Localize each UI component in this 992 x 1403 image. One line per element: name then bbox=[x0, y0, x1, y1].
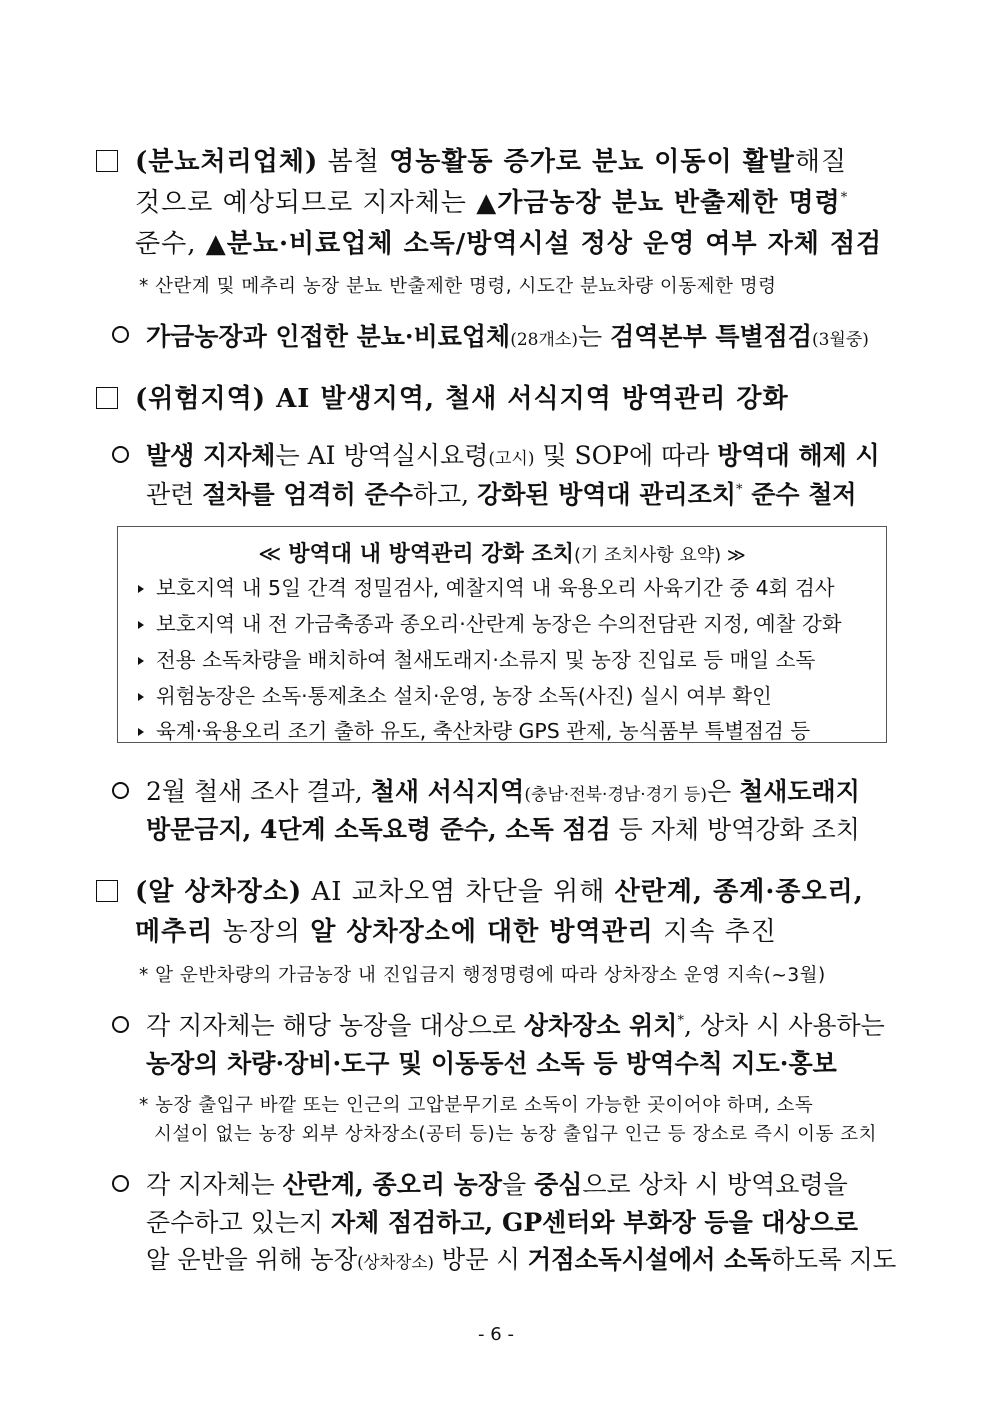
sec3-line2: 메추리 농장의 알 상차장소에 대한 방역관리 지속 추진 bbox=[135, 917, 777, 947]
summary-item: 전용 소독차량을 배치하여 철새도래지·소류지 및 농장 진입로 등 매일 소독 bbox=[138, 643, 815, 673]
sec1-bullet: 가금농장과 인접한 분뇨·비료업체(28개소)는 검역본부 특별점검(3월중) bbox=[146, 322, 869, 351]
page-number: - 6 - bbox=[478, 1324, 514, 1345]
summary-box bbox=[117, 526, 887, 743]
section-checkbox-icon bbox=[96, 880, 118, 902]
triangle-bullet-icon: ▲ bbox=[476, 188, 498, 218]
arrow-right-icon bbox=[138, 728, 144, 736]
summary-item: 위험농장은 소독·통제초소 설치·운영, 농장 소독(사진) 실시 여부 확인 bbox=[138, 679, 772, 709]
sec3-bullet1-line1: 각 지자체는 해당 농장을 대상으로 상차장소 위치*, 상차 시 사용하는 bbox=[146, 1011, 885, 1040]
summary-item: 보호지역 내 전 가금축종과 종오리·산란계 농장은 수의전담관 지정, 예찰 강화 bbox=[138, 607, 842, 637]
circle-bullet-icon bbox=[112, 1175, 129, 1192]
triangle-bullet-icon: ▲ bbox=[205, 229, 227, 259]
arrow-right-icon bbox=[138, 621, 144, 629]
sec1-line2: 것으로 예상되므로 지자체는 ▲가금농장 분뇨 반출제한 명령* bbox=[135, 188, 849, 218]
circle-bullet-icon bbox=[112, 446, 129, 463]
summary-item: 보호지역 내 5일 간격 정밀검사, 예찰지역 내 육용오리 사육기간 중 4회 검사 bbox=[138, 571, 835, 601]
circle-bullet-icon bbox=[112, 326, 129, 343]
summary-item: 육계·육용오리 조기 출하 유도, 축산차량 GPS 관제, 농식품부 특별점검 등 bbox=[138, 714, 810, 744]
sec1-note: * 산란계 및 메추리 농장 분뇨 반출제한 명령, 시도간 분뇨차량 이동제한 명령 bbox=[139, 276, 777, 297]
sec2-bullet1-line2: 관련 절차를 엄격히 준수하고, 강화된 방역대 관리조치* 준수 철저 bbox=[146, 480, 857, 509]
sec3-bullet2-line2: 준수하고 있는지 자체 점검하고, GP센터와 부화장 등을 대상으로 bbox=[146, 1208, 859, 1237]
sec2-bullet2-line2: 방문금지, 4단계 소독요령 준수, 소독 점검 등 자체 방역강화 조치 bbox=[146, 815, 860, 844]
sec3-bullet1-note1: * 농장 출입구 바깥 또는 인근의 고압분무기로 소독이 가능한 곳이어야 하며, 소독 bbox=[139, 1095, 814, 1116]
arrow-right-icon bbox=[138, 585, 144, 593]
sec3-bullet2-line1: 각 지자체는 산란계, 종오리 농장을 중심으로 상차 시 방역요령을 bbox=[146, 1170, 848, 1199]
summary-title: ≪ 방역대 내 방역관리 강화 조치(기 조치사항 요약) ≫ bbox=[258, 542, 746, 567]
arrow-right-icon bbox=[138, 693, 144, 701]
sec2-bullet2-line1: 2월 철새 조사 결과, 철새 서식지역(충남·전북·경남·경기 등)은 철새도래지 bbox=[146, 777, 860, 806]
sec2-title: (위험지역) AI 발생지역, 철새 서식지역 방역관리 강화 bbox=[135, 384, 789, 414]
sec3-bullet1-note2: 시설이 없는 농장 외부 상차장소(공터 등)는 농장 출입구 인근 등 장소로 즉시 이동 조치 bbox=[154, 1124, 878, 1145]
circle-bullet-icon bbox=[112, 1016, 129, 1033]
sec3-note: * 알 운반차량의 가금농장 내 진입금지 행정명령에 따라 상차장소 운영 지속(~3월) bbox=[139, 965, 826, 986]
circle-bullet-icon bbox=[112, 782, 129, 799]
sec3-bullet1-line2: 농장의 차량·장비·도구 및 이동동선 소독 등 방역수칙 지도·홍보 bbox=[146, 1049, 837, 1078]
sec1-line3: 준수, ▲분뇨·비료업체 소독/방역시설 정상 운영 여부 자체 점검 bbox=[135, 229, 883, 259]
section-checkbox-icon bbox=[96, 387, 118, 409]
sec3-bullet2-line3: 알 운반을 위해 농장(상차장소) 방문 시 거점소독시설에서 소독하도록 지도 bbox=[146, 1245, 897, 1274]
sec2-bullet1-line1: 발생 지자체는 AI 방역실시요령(고시) 및 SOP에 따라 방역대 해제 시 bbox=[146, 441, 880, 470]
arrow-right-icon bbox=[138, 657, 144, 665]
sec3-line1: (알 상차장소) AI 교차오염 차단을 위해 산란계, 종계·종오리, bbox=[135, 877, 864, 907]
sec1-line1: (분뇨처리업체) 봄철 영농활동 증가로 분뇨 이동이 활발해질 bbox=[135, 147, 848, 177]
section-checkbox-icon bbox=[96, 150, 118, 172]
